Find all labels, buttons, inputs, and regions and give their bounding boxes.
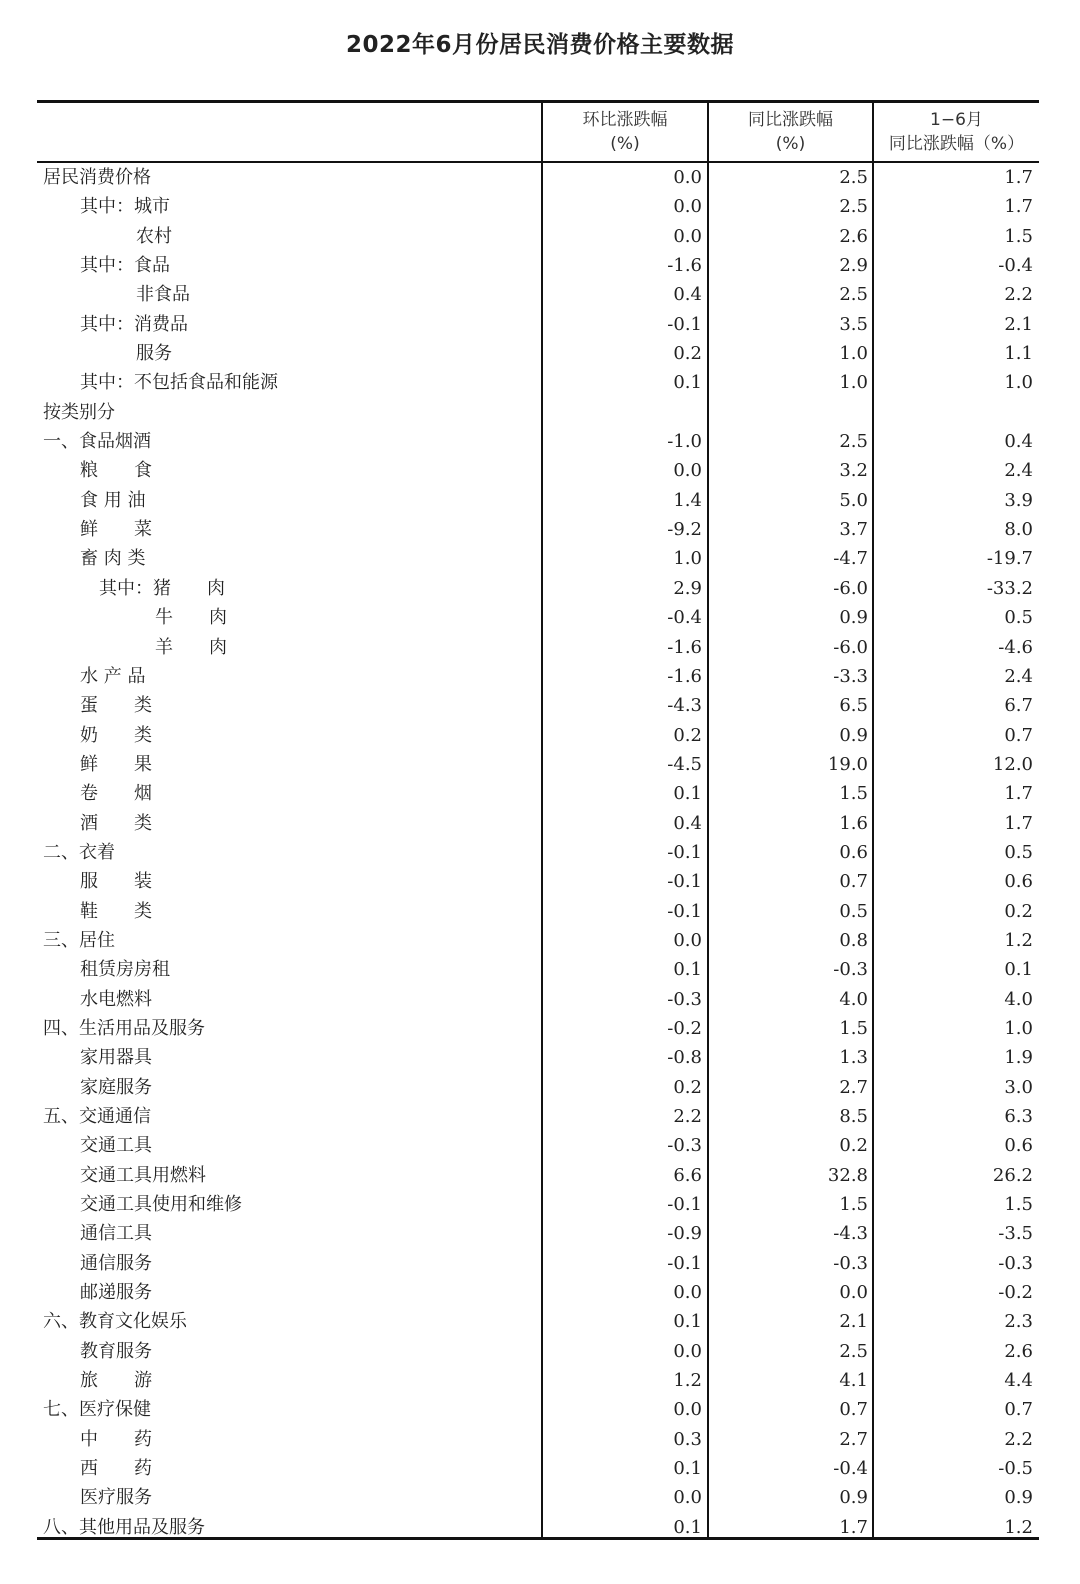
ytd-value: 12.0 [992, 753, 1033, 775]
row-label: 水电燃料 [80, 988, 152, 1010]
ytd-value: 8.0 [1004, 519, 1033, 541]
table-row [37, 1337, 1039, 1366]
mom-value: -0.8 [667, 1047, 702, 1069]
row-label: 旅 游 [80, 1370, 152, 1392]
ytd-value: 1.2 [1004, 929, 1033, 951]
yoy-value: 1.5 [839, 1017, 868, 1039]
row-label: 其中：不包括食品和能源 [80, 372, 278, 394]
yoy-value: 0.8 [839, 929, 868, 951]
yoy-value: 3.7 [839, 519, 868, 541]
mom-value: 0.3 [673, 1428, 702, 1450]
yoy-value: 1.7 [839, 1516, 868, 1538]
ytd-value: -0.4 [998, 255, 1033, 277]
ytd-value: 1.2 [1004, 1516, 1033, 1538]
yoy-value: -3.3 [833, 665, 868, 687]
table-body [37, 163, 1039, 1542]
table-row [37, 486, 1039, 515]
ytd-value: 0.1 [1004, 959, 1033, 981]
ytd-value: 0.7 [1004, 1399, 1033, 1421]
table-row [37, 1043, 1039, 1072]
mom-value: 0.1 [673, 1458, 702, 1480]
mom-value: 0.2 [673, 343, 702, 365]
mom-value: 0.0 [673, 460, 702, 482]
mom-value: -0.1 [667, 313, 702, 335]
mom-value: 0.1 [673, 1311, 702, 1333]
ytd-value: 2.1 [1004, 313, 1033, 335]
ytd-value: 1.5 [1004, 225, 1033, 247]
ytd-value: 1.5 [1004, 1194, 1033, 1216]
column-header-yoy [709, 108, 872, 160]
yoy-value: 0.9 [839, 1487, 868, 1509]
column-header-line1: 环比涨跌幅 [582, 110, 668, 130]
yoy-value: 4.0 [839, 988, 868, 1010]
yoy-value: 3.5 [839, 313, 868, 335]
table-row [37, 398, 1039, 427]
yoy-value: -0.3 [833, 1252, 868, 1274]
row-label: 教育服务 [80, 1340, 152, 1362]
row-label: 奶 类 [80, 724, 152, 746]
ytd-value: -0.3 [998, 1252, 1033, 1274]
table-row [37, 1073, 1039, 1102]
table-row [37, 1366, 1039, 1395]
ytd-value: 1.9 [1004, 1047, 1033, 1069]
row-label: 家庭服务 [80, 1076, 152, 1098]
row-label: 酒 类 [80, 812, 152, 834]
page-title: 2022年6月份居民消费价格主要数据 [345, 32, 735, 58]
table-row [37, 721, 1039, 750]
ytd-value: 4.0 [1004, 988, 1033, 1010]
ytd-value: 0.9 [1004, 1487, 1033, 1509]
yoy-value: 1.6 [839, 812, 868, 834]
table-top-rule [37, 100, 1039, 103]
ytd-value: 1.7 [1004, 812, 1033, 834]
ytd-value: 6.7 [1004, 695, 1033, 717]
table-row [37, 633, 1039, 662]
yoy-value: 0.7 [839, 1399, 868, 1421]
table-row [37, 1395, 1039, 1424]
mom-value: -1.0 [667, 431, 702, 453]
table-row [37, 1307, 1039, 1336]
row-label: 租赁房房租 [80, 959, 170, 981]
ytd-value: 0.6 [1004, 871, 1033, 893]
yoy-value: 0.5 [839, 900, 868, 922]
mom-value: -9.2 [667, 519, 702, 541]
table-row [37, 955, 1039, 984]
row-label: 按类别分 [43, 401, 115, 423]
ytd-value: -33.2 [986, 577, 1033, 599]
mom-value: -0.1 [667, 900, 702, 922]
mom-value: -0.9 [667, 1223, 702, 1245]
mom-value: 6.6 [673, 1164, 702, 1186]
yoy-value: 2.5 [839, 431, 868, 453]
mom-value: -0.1 [667, 871, 702, 893]
mom-value: -0.1 [667, 1252, 702, 1274]
ytd-value: 1.0 [1004, 1017, 1033, 1039]
row-label: 鞋 类 [80, 900, 152, 922]
yoy-value: -4.7 [833, 548, 868, 570]
ytd-value: 0.5 [1004, 607, 1033, 629]
mom-value: 0.0 [673, 1340, 702, 1362]
mom-value: -0.1 [667, 841, 702, 863]
row-label: 其中：城市 [80, 196, 170, 218]
mom-value: 1.0 [673, 548, 702, 570]
row-label: 六、教育文化娱乐 [43, 1311, 187, 1333]
row-label: 鲜 果 [80, 753, 152, 775]
mom-value: 2.9 [673, 577, 702, 599]
table-row [37, 456, 1039, 485]
mom-value: -0.2 [667, 1017, 702, 1039]
ytd-value: 3.9 [1004, 489, 1033, 511]
row-label: 其中：消费品 [80, 313, 188, 335]
ytd-value: 1.1 [1004, 343, 1033, 365]
yoy-value: 0.9 [839, 724, 868, 746]
ytd-value: -3.5 [998, 1223, 1033, 1245]
ytd-value: 1.0 [1004, 372, 1033, 394]
table-row [37, 192, 1039, 221]
row-label: 其中：食品 [80, 255, 170, 277]
row-label: 三、居住 [43, 929, 115, 951]
row-label: 家用器具 [80, 1047, 152, 1069]
table-row [37, 427, 1039, 456]
yoy-value: -0.3 [833, 959, 868, 981]
ytd-value: 1.7 [1004, 167, 1033, 188]
column-header-line1: 1−6月 [930, 110, 983, 130]
mom-value: 0.4 [673, 284, 702, 306]
row-label: 服 装 [80, 871, 152, 893]
mom-value: 0.0 [673, 1282, 702, 1304]
yoy-value: 2.5 [839, 167, 868, 188]
ytd-value: 2.3 [1004, 1311, 1033, 1333]
column-header-line2: (%) [610, 134, 640, 154]
ytd-value: 2.4 [1004, 460, 1033, 482]
row-label: 鲜 菜 [80, 519, 152, 541]
yoy-value: -4.3 [833, 1223, 868, 1245]
yoy-value: 2.1 [839, 1311, 868, 1333]
row-label: 服务 [136, 343, 172, 365]
yoy-value: 2.6 [839, 225, 868, 247]
ytd-value: 2.2 [1004, 284, 1033, 306]
row-label: 医疗服务 [80, 1487, 152, 1509]
ytd-value: -19.7 [986, 548, 1033, 570]
row-label: 二、衣着 [43, 841, 115, 863]
row-label: 畜 肉 类 [80, 548, 146, 570]
row-label: 八、其他用品及服务 [43, 1516, 205, 1538]
row-label: 粮 食 [80, 460, 152, 482]
mom-value: 0.2 [673, 1076, 702, 1098]
row-label: 农村 [136, 225, 172, 247]
row-label: 羊 肉 [155, 636, 227, 658]
yoy-value: 0.0 [839, 1282, 868, 1304]
mom-value: 0.0 [673, 196, 702, 218]
row-label: 非食品 [136, 284, 190, 306]
row-label: 其中：猪 肉 [99, 577, 225, 599]
yoy-value: 2.5 [839, 196, 868, 218]
table-row [37, 926, 1039, 955]
row-label: 通信服务 [80, 1252, 152, 1274]
table-row [37, 544, 1039, 573]
row-label: 通信工具 [80, 1223, 152, 1245]
mom-value: -0.3 [667, 1135, 702, 1157]
mom-value: -4.3 [667, 695, 702, 717]
yoy-value: 4.1 [839, 1370, 868, 1392]
mom-value: 0.1 [673, 783, 702, 805]
table-row [37, 603, 1039, 632]
row-label: 交通工具使用和维修 [80, 1194, 242, 1216]
mom-value: -1.6 [667, 636, 702, 658]
mom-value: 0.1 [673, 372, 702, 394]
table-row [37, 339, 1039, 368]
mom-value: 0.4 [673, 812, 702, 834]
mom-value: 0.1 [673, 959, 702, 981]
row-label: 交通工具 [80, 1135, 152, 1157]
mom-value [542, 398, 702, 427]
yoy-value: -6.0 [833, 636, 868, 658]
yoy-value: 1.3 [839, 1047, 868, 1069]
yoy-value: 5.0 [839, 489, 868, 511]
table-row [37, 1513, 1039, 1542]
table-row [37, 1102, 1039, 1131]
row-label: 四、生活用品及服务 [43, 1017, 205, 1039]
yoy-value: 1.0 [839, 372, 868, 394]
mom-value: 2.2 [673, 1106, 702, 1127]
table-row [37, 867, 1039, 896]
table-row [37, 1219, 1039, 1248]
table-row [37, 1425, 1039, 1454]
yoy-value: 6.5 [839, 695, 868, 717]
yoy-value: 1.5 [839, 783, 868, 805]
yoy-value: 1.0 [839, 343, 868, 365]
yoy-value: 2.5 [839, 284, 868, 306]
mom-value: -4.5 [667, 753, 702, 775]
table-row [37, 163, 1039, 192]
yoy-value: 19.0 [827, 753, 868, 775]
ytd-value: 0.7 [1004, 724, 1033, 746]
mom-value: -0.3 [667, 988, 702, 1010]
table-row [37, 985, 1039, 1014]
ytd-value: 3.0 [1004, 1076, 1033, 1098]
yoy-value: 2.7 [839, 1428, 868, 1450]
row-label: 邮递服务 [80, 1282, 152, 1304]
row-label: 西 药 [80, 1458, 152, 1480]
yoy-value: -6.0 [833, 577, 868, 599]
yoy-value: 0.6 [839, 841, 868, 863]
yoy-value: -0.4 [833, 1458, 868, 1480]
row-label: 五、交通通信 [43, 1106, 151, 1127]
mom-value: -0.1 [667, 1194, 702, 1216]
ytd-value: -0.2 [998, 1282, 1033, 1304]
mom-value: 0.2 [673, 724, 702, 746]
yoy-value: 2.9 [839, 255, 868, 277]
row-label: 中 药 [80, 1428, 152, 1450]
table-row [37, 838, 1039, 867]
yoy-value: 1.5 [839, 1194, 868, 1216]
yoy-value: 0.9 [839, 607, 868, 629]
table-row [37, 1278, 1039, 1307]
mom-value: 0.0 [673, 1487, 702, 1509]
column-header-line2: (%) [775, 134, 806, 154]
table-row [37, 310, 1039, 339]
ytd-value: 0.2 [1004, 900, 1033, 922]
mom-value: 1.4 [673, 489, 702, 511]
table-row [37, 662, 1039, 691]
table-row [37, 515, 1039, 544]
table-row [37, 574, 1039, 603]
yoy-value: 32.8 [827, 1164, 868, 1186]
ytd-value: 1.7 [1004, 196, 1033, 218]
ytd-value: -4.6 [998, 636, 1033, 658]
table-row [37, 1131, 1039, 1160]
ytd-value [873, 398, 1033, 427]
mom-value: 0.0 [673, 929, 702, 951]
column-header-line1: 同比涨跌幅 [748, 110, 833, 130]
ytd-value: 4.4 [1004, 1370, 1033, 1392]
row-label: 牛 肉 [155, 607, 227, 629]
table-row [37, 897, 1039, 926]
mom-value: -1.6 [667, 665, 702, 687]
column-header-mom [543, 108, 707, 160]
table-row [37, 251, 1039, 280]
ytd-value: 1.7 [1004, 783, 1033, 805]
mom-value: 0.1 [673, 1516, 702, 1538]
ytd-value: 0.5 [1004, 841, 1033, 863]
row-label: 卷 烟 [80, 783, 152, 805]
row-label: 蛋 类 [80, 695, 152, 717]
ytd-value: 26.2 [992, 1164, 1033, 1186]
row-label: 七、医疗保健 [43, 1399, 151, 1421]
ytd-value: 0.4 [1004, 431, 1033, 453]
mom-value: 1.2 [673, 1370, 702, 1392]
yoy-value: 0.7 [839, 871, 868, 893]
mom-value: 0.0 [673, 225, 702, 247]
table-row [37, 1483, 1039, 1512]
row-label: 居民消费价格 [43, 167, 151, 188]
row-label: 食 用 油 [80, 489, 146, 511]
table-row [37, 779, 1039, 808]
mom-value: 0.0 [673, 1399, 702, 1421]
column-header-line2: 同比涨跌幅（%） [888, 134, 1025, 154]
table-row [37, 1454, 1039, 1483]
ytd-value: 2.4 [1004, 665, 1033, 687]
table-row [37, 222, 1039, 251]
row-label: 水 产 品 [80, 665, 146, 687]
ytd-value: -0.5 [998, 1458, 1033, 1480]
ytd-value: 0.6 [1004, 1135, 1033, 1157]
table-row [37, 750, 1039, 779]
row-label: 一、食品烟酒 [43, 431, 151, 453]
table-row [37, 280, 1039, 309]
ytd-value: 2.6 [1004, 1340, 1033, 1362]
yoy-value: 3.2 [839, 460, 868, 482]
row-label: 交通工具用燃料 [80, 1164, 206, 1186]
table-row [37, 1190, 1039, 1219]
mom-value: -0.4 [667, 607, 702, 629]
table-row [37, 1014, 1039, 1043]
table-row [37, 809, 1039, 838]
yoy-value: 0.2 [839, 1135, 868, 1157]
mom-value: 0.0 [673, 167, 702, 188]
table-row [37, 1249, 1039, 1278]
ytd-value: 2.2 [1004, 1428, 1033, 1450]
yoy-value [708, 398, 868, 427]
table-row [37, 1161, 1039, 1190]
column-header-ytd [874, 108, 1039, 160]
table-row [37, 691, 1039, 720]
yoy-value: 2.7 [839, 1076, 868, 1098]
ytd-value: 6.3 [1004, 1106, 1033, 1127]
yoy-value: 2.5 [839, 1340, 868, 1362]
table-row [37, 368, 1039, 397]
yoy-value: 8.5 [839, 1106, 868, 1127]
mom-value: -1.6 [667, 255, 702, 277]
